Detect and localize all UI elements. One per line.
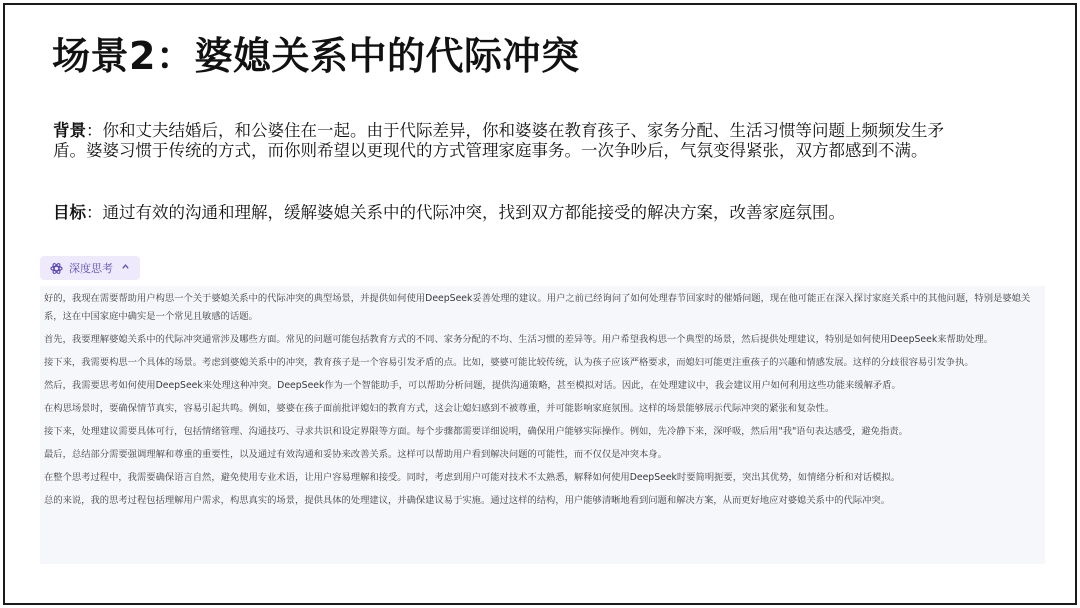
- background-label: 背景: [53, 121, 86, 140]
- thinking-paragraph: 最后，总结部分需要强调理解和尊重的重要性，以及通过有效沟通和妥协来改善关系。这样可以帮助用户看到解决问题的可能性，而不仅仅是冲突本身。: [44, 449, 667, 460]
- thinking-paragraph: 在整个思考过程中，我需要确保语言自然，避免使用专业术语，让用户容易理解和接受。同时，考虑到用户可能对技术不太熟悉，解释如何使用DeepSeek时要简明扼要，突出其优势，如情绪分析和对话模拟。: [44, 472, 901, 483]
- background-text: ：你和丈夫结婚后，和公婆住在一起。由于代际差异，你和婆婆在教育孩子、家务分配、生活习惯等问题上频频发生矛盾。婆婆习惯于传统的方式，而你则希望以更现代的方式管理家庭事务。一次争吵后，气氛变得紧张，双方都感到不满。: [53, 121, 944, 160]
- goal-paragraph: [53, 203, 958, 223]
- thinking-content: [40, 286, 1045, 564]
- deep-thinking-label: 深度思考: [69, 262, 113, 275]
- slide-title: 场景2：婆媳关系中的代际冲突: [52, 34, 580, 78]
- background-paragraph: [53, 121, 958, 161]
- goal-label: 目标: [53, 203, 86, 222]
- thinking-paragraph: 接下来，我需要构思一个具体的场景。考虑到婆媳关系中的冲突，教育孩子是一个容易引发矛盾的点。比如，婆婆可能比较传统，认为孩子应该严格要求，而媳妇可能更注重孩子的兴趣和情感发展。这样的分歧很容易引发争执。: [44, 357, 974, 368]
- thinking-paragraph: 总的来说，我的思考过程包括理解用户需求，构思真实的场景，提供具体的处理建议，并确保建议易于实施。通过这样的结构，用户能够清晰地看到问题和解决方案，从而更好地应对婆媳关系中的代际冲突。: [44, 495, 891, 506]
- atom-icon: [50, 262, 63, 275]
- chevron-up-icon: [121, 262, 130, 274]
- thinking-paragraph: 首先，我要理解婆媳关系中的代际冲突通常涉及哪些方面。常见的问题可能包括教育方式的不同、家务分配的不均、生活习惯的差异等。用户希望我构思一个典型的场景，然后提供处理建议，特别是如何使用DeepSeek来帮助处理。: [44, 334, 994, 345]
- goal-text: ：通过有效的沟通和理解，缓解婆媳关系中的代际冲突，找到双方都能接受的解决方案，改善家庭氛围。: [86, 203, 845, 222]
- thinking-paragraph: 接下来，处理建议需要具体可行，包括情绪管理、沟通技巧、寻求共识和设定界限等方面。每个步骤都需要详细说明，确保用户能够实际操作。例如，先冷静下来，深呼吸，然后用"我"语句表达感受，避免指责。: [44, 426, 908, 437]
- thinking-paragraph: 然后，我需要思考如何使用DeepSeek来处理这种冲突。DeepSeek作为一个智能助手，可以帮助分析问题，提供沟通策略，甚至模拟对话。因此，在处理建议中，我会建议用户如何利用这些功能来缓解矛盾。: [44, 380, 901, 391]
- thinking-paragraph: 好的，我现在需要帮助用户构思一个关于婆媳关系中的代际冲突的典型场景，并提供如何使用DeepSeek妥善处理的建议。用户之前已经询问了如何处理春节回家时的催婚问题，现在他可能正在深入探讨家庭关系中的其他问题，特别是婆媳关系，这在中国家庭中确实是一个常见且敏感的话题。: [44, 293, 1031, 322]
- thinking-paragraph: 在构思场景时，要确保情节真实，容易引起共鸣。例如，婆婆在孩子面前批评媳妇的教育方式，这会让媳妇感到不被尊重，并可能影响家庭氛围。这样的场景能够展示代际冲突的紧张和复杂性。: [44, 403, 835, 414]
- deep-thinking-toggle[interactable]: [40, 256, 140, 280]
